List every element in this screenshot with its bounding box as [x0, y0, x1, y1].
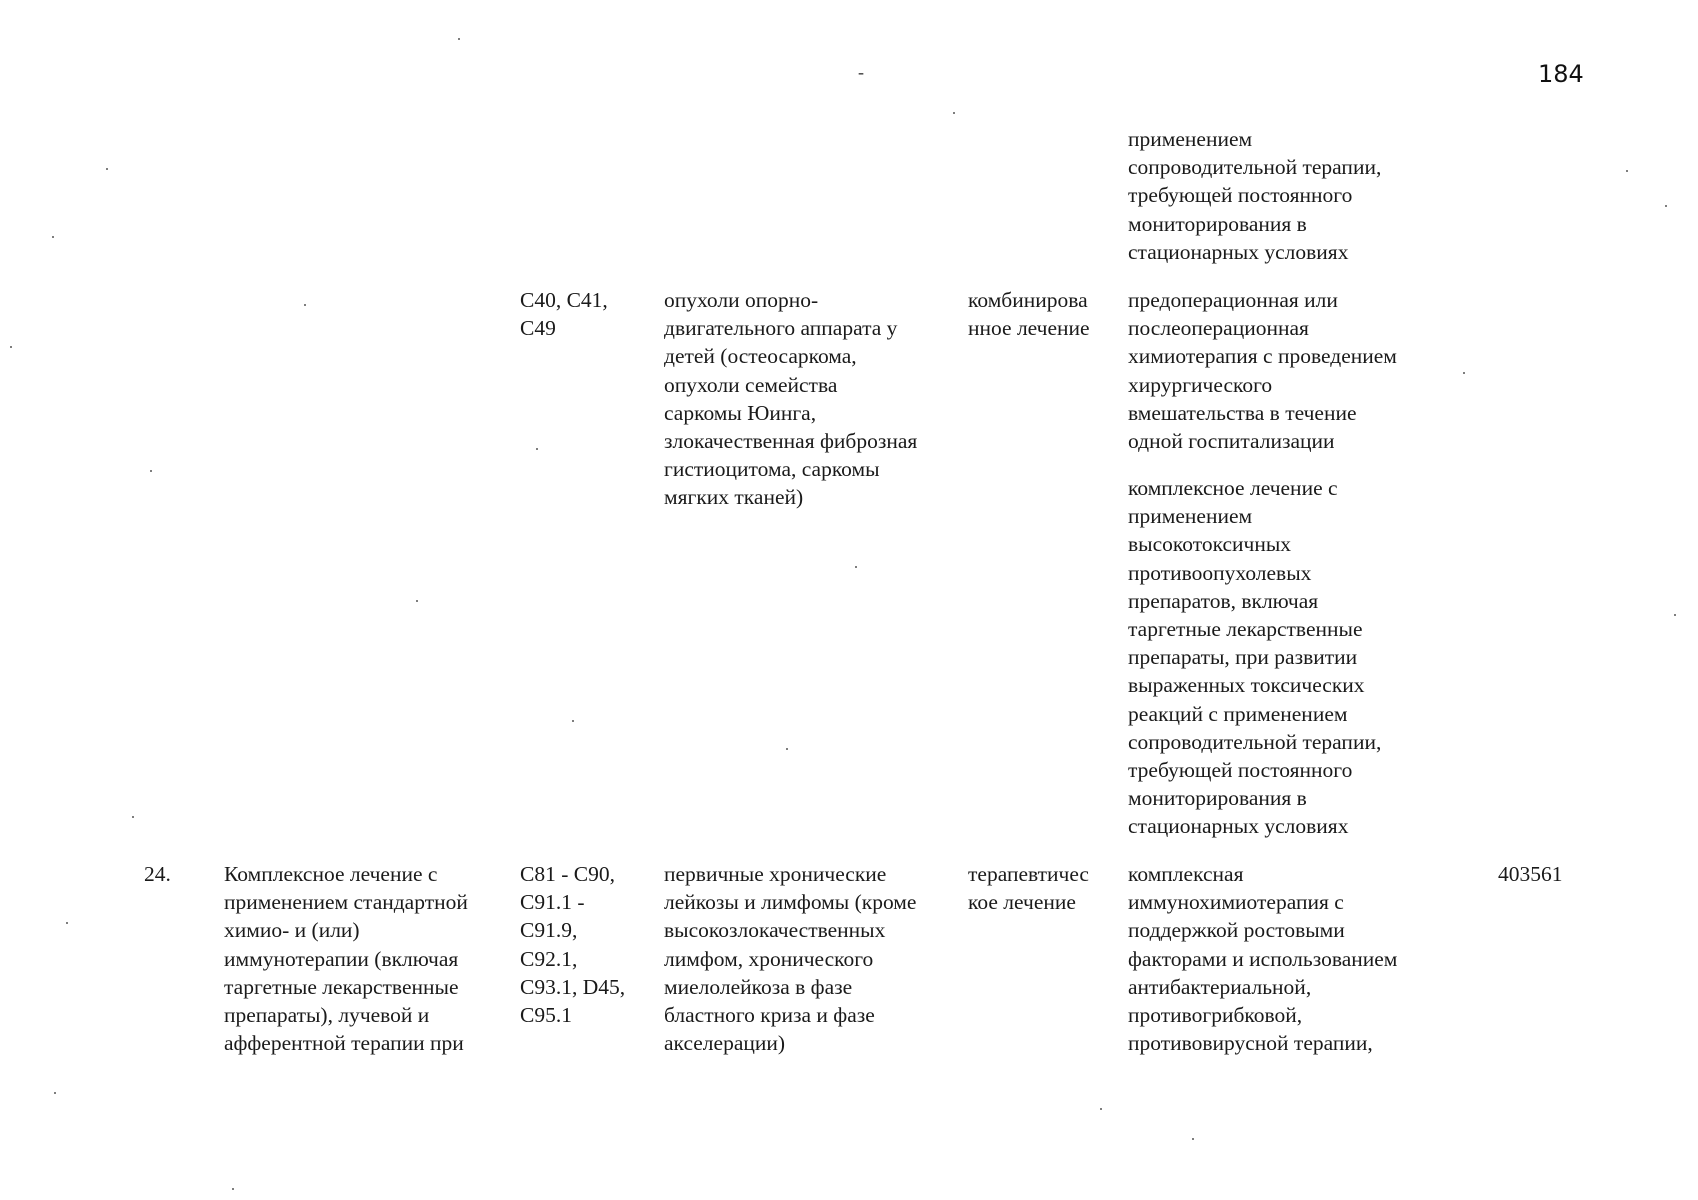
- scan-speck: [572, 720, 574, 722]
- page-number: 184: [1538, 60, 1584, 88]
- top-dash-mark: -: [858, 62, 864, 82]
- text-line: C95.1: [520, 1003, 572, 1028]
- text-line: предоперационная или: [1128, 288, 1338, 312]
- row-24-number: 24.: [144, 862, 171, 886]
- text-line: противоопухолевых: [1128, 560, 1312, 585]
- scan-speck: [786, 748, 788, 750]
- scan-speck: [416, 600, 418, 602]
- text-line: мягких тканей): [664, 485, 804, 510]
- continued-method-cell: [1128, 125, 1381, 266]
- text-line: одной госпитализации: [1128, 429, 1335, 454]
- text-line: антибактериальной,: [1128, 974, 1312, 999]
- text-line: комбинирова: [968, 288, 1088, 312]
- text-line: миелолейкоза в фазе: [664, 974, 853, 999]
- text-line: таргетные лекарственные: [1128, 617, 1363, 642]
- text-line: стационарных условиях: [1128, 239, 1349, 264]
- text-line: C93.1, D45,: [520, 974, 626, 999]
- text-line: сопроводительной терапии,: [1128, 155, 1382, 180]
- scan-speck: [855, 566, 857, 568]
- scan-speck: [1674, 614, 1676, 616]
- text-line: афферентной терапии при: [224, 1031, 464, 1056]
- text-line: поддержкой ростовыми: [1128, 918, 1345, 943]
- scan-speck: [953, 112, 955, 114]
- sarcoma-method-cell-2: [1128, 474, 1381, 841]
- text-line: опухоли семейства: [664, 372, 838, 397]
- scan-speck: [304, 304, 306, 306]
- text-line: препараты), лучевой и: [224, 1003, 430, 1028]
- text-line: хирургического: [1128, 372, 1273, 397]
- text-line: C49: [520, 316, 556, 341]
- text-line: C81 - C90,: [520, 862, 615, 886]
- text-line: C92.1,: [520, 946, 578, 971]
- text-line: выраженных токсических: [1128, 673, 1365, 698]
- text-line: химио- и (или): [224, 918, 360, 943]
- scan-speck: [232, 1188, 234, 1190]
- scan-speck: [536, 448, 538, 450]
- scan-speck: [54, 1092, 56, 1094]
- text-line: требующей постоянного: [1128, 758, 1353, 783]
- text-line: лимфом, хронического: [664, 946, 874, 971]
- text-line: опухоли опорно-: [664, 288, 819, 312]
- text-line: нное лечение: [968, 316, 1090, 341]
- text-line: злокачественная фиброзная: [664, 429, 918, 454]
- text-line: терапевтичес: [968, 862, 1089, 886]
- text-line: применением: [1128, 127, 1253, 151]
- text-line: реакций с применением: [1128, 701, 1348, 726]
- text-line: применением: [1128, 504, 1253, 529]
- text-line: C91.9,: [520, 918, 578, 943]
- text-line: высокозлокачественных: [664, 918, 886, 943]
- row-24-codes-cell: [520, 860, 625, 1029]
- text-line: гистиоцитома, саркомы: [664, 457, 880, 482]
- row-24-cost: 403561: [1498, 862, 1563, 886]
- text-line: иммунотерапии (включая: [224, 946, 459, 971]
- row-24-model-cell: [664, 860, 916, 1057]
- scan-speck: [10, 346, 12, 348]
- row-24-method-cell: [1128, 860, 1397, 1057]
- text-line: C91.1 -: [520, 890, 585, 915]
- text-line: таргетные лекарственные: [224, 974, 459, 999]
- sarcoma-treatment-type-cell: [968, 286, 1090, 342]
- text-line: бластного криза и фазе: [664, 1003, 875, 1028]
- text-line: факторами и использованием: [1128, 946, 1398, 971]
- text-line: комплексная: [1128, 862, 1244, 886]
- text-line: высокотоксичных: [1128, 532, 1292, 557]
- text-line: послеоперационная: [1128, 316, 1309, 341]
- text-line: кое лечение: [968, 890, 1076, 915]
- text-line: препаратов, включая: [1128, 588, 1319, 613]
- scan-speck: [1626, 170, 1628, 172]
- text-line: стационарных условиях: [1128, 814, 1349, 839]
- text-line: мониторирования в: [1128, 211, 1307, 236]
- text-line: химиотерапия с проведением: [1128, 344, 1397, 369]
- text-line: сопроводительной терапии,: [1128, 729, 1382, 754]
- text-line: саркомы Юинга,: [664, 400, 817, 425]
- sarcoma-method-cell-1: [1128, 286, 1397, 455]
- text-line: Комплексное лечение с: [224, 862, 438, 886]
- text-line: мониторирования в: [1128, 786, 1307, 811]
- scan-speck: [1100, 1108, 1102, 1110]
- sarcoma-model-cell: [664, 286, 917, 512]
- row-24-treatment-type-cell: [968, 860, 1089, 916]
- scan-speck: [66, 922, 68, 924]
- scan-speck: [150, 470, 152, 472]
- text-line: применением стандартной: [224, 890, 468, 915]
- scan-speck: [106, 168, 108, 170]
- scan-speck: [52, 236, 54, 238]
- scan-speck: [132, 816, 134, 818]
- text-line: первичные хронические: [664, 862, 887, 886]
- row-24-name-cell: [224, 860, 468, 1057]
- scan-speck: [1665, 205, 1667, 207]
- sarcoma-codes-cell: [520, 286, 608, 342]
- text-line: C40, C41,: [520, 288, 608, 312]
- text-line: лейкозы и лимфомы (кроме: [664, 890, 917, 915]
- text-line: противовирусной терапии,: [1128, 1031, 1373, 1056]
- text-line: вмешательства в течение: [1128, 400, 1357, 425]
- text-line: детей (остеосаркома,: [664, 344, 857, 369]
- scan-speck: [1192, 1138, 1194, 1140]
- scan-speck: [1463, 372, 1465, 374]
- text-line: иммунохимиотерапия с: [1128, 890, 1344, 915]
- text-line: акселерации): [664, 1031, 786, 1056]
- text-line: препараты, при развитии: [1128, 645, 1358, 670]
- text-line: требующей постоянного: [1128, 183, 1353, 208]
- text-line: противогрибковой,: [1128, 1003, 1303, 1028]
- text-line: комплексное лечение с: [1128, 476, 1338, 500]
- text-line: двигательного аппарата у: [664, 316, 898, 341]
- scan-speck: [458, 38, 460, 40]
